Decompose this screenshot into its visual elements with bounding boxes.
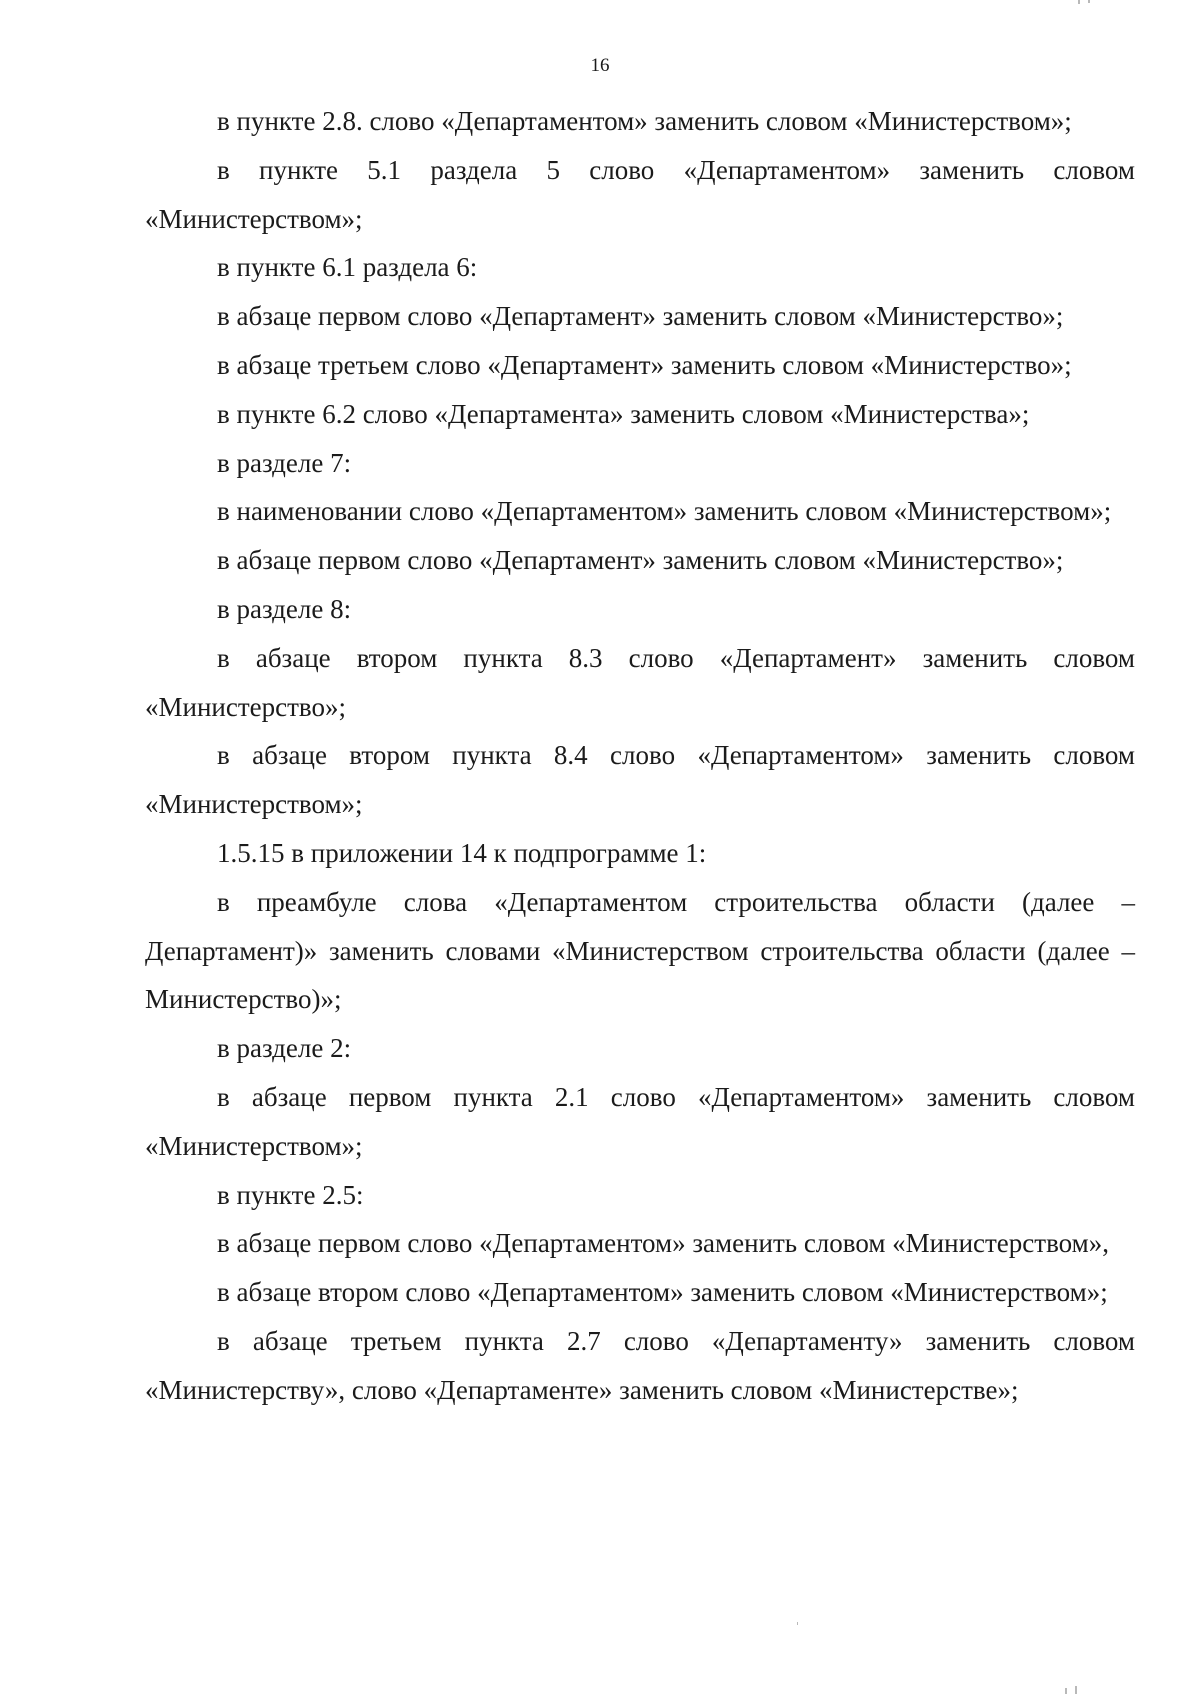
paragraph: в абзаце втором пункта 8.3 слово «Департамент» заменить словом «Министерство»; bbox=[145, 642, 1135, 722]
paragraph: в пункте 6.2 слово «Департамента» заменить словом «Министерства»; bbox=[217, 398, 1030, 429]
scan-mark bbox=[1078, 0, 1080, 4]
paragraph: в разделе 8: bbox=[217, 593, 352, 624]
paragraph: в абзаце первом слово «Департаментом» заменить словом «Министерством», bbox=[217, 1228, 1109, 1259]
paragraph: в наименовании слово «Департаментом» заменить словом «Министерством»; bbox=[217, 496, 1112, 527]
page-number: 16 bbox=[590, 55, 610, 76]
document-body bbox=[145, 97, 1135, 1415]
paragraph: в абзаце первом слово «Департамент» заменить словом «Министерство»; bbox=[217, 545, 1064, 576]
paragraph: 1.5.15 в приложении 14 к подпрограмме 1: bbox=[217, 837, 707, 868]
scan-mark bbox=[1065, 1688, 1067, 1694]
scan-mark bbox=[1088, 0, 1090, 3]
paragraph: в разделе 2: bbox=[217, 1033, 352, 1064]
paragraph: в абзаце первом пункта 2.1 слово «Департаментом» заменить словом «Министерством»; bbox=[145, 1081, 1135, 1161]
paragraph: в преамбуле слова «Департаментом строительства области (далее – Департамент)» заменить словами «Министерством строительства области (далее – Министерство)»; bbox=[145, 886, 1135, 1015]
paragraph: в пункте 5.1 раздела 5 слово «Департаментом» заменить словом «Министерством»; bbox=[145, 154, 1135, 234]
paragraph: в абзаце третьем слово «Департамент» заменить словом «Министерство»; bbox=[217, 349, 1072, 380]
paragraph: в абзаце третьем пункта 2.7 слово «Департаменту» заменить словом «Министерству», слово «Департаменте» заменить словом «Министерстве»; bbox=[145, 1325, 1135, 1405]
paragraph: в абзаце втором пункта 8.4 слово «Департаментом» заменить словом «Министерством»; bbox=[145, 740, 1135, 820]
paragraph: в пункте 2.5: bbox=[217, 1179, 364, 1210]
scan-mark bbox=[797, 1622, 798, 1625]
paragraph: в пункте 2.8. слово «Департаментом» заменить словом «Министерством»; bbox=[217, 106, 1072, 136]
paragraph: в абзаце первом слово «Департамент» заменить словом «Министерство»; bbox=[217, 301, 1064, 332]
paragraph: в разделе 7: bbox=[217, 447, 352, 478]
scan-mark bbox=[1075, 1686, 1077, 1694]
paragraph: в пункте 6.1 раздела 6: bbox=[217, 252, 478, 283]
paragraph: в абзаце втором слово «Департаментом» заменить словом «Министерством»; bbox=[217, 1277, 1108, 1308]
